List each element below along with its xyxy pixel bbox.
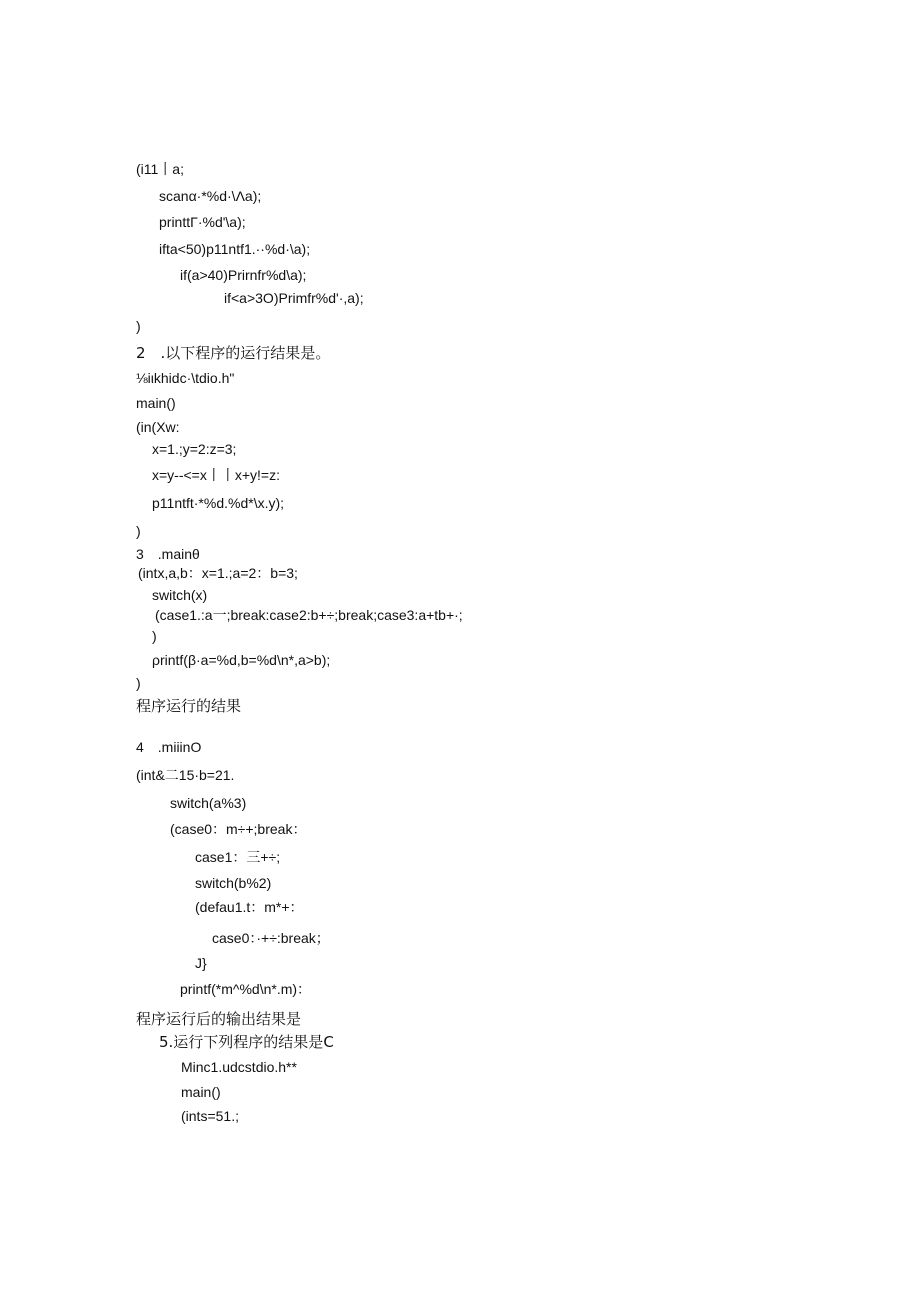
code-line: (case0：m÷+;break： [170, 821, 307, 837]
code-line: case1：三+÷; [195, 849, 281, 865]
code-line: p11ntft·*%d.%d*\x.y); [152, 495, 285, 511]
question-heading: 2 .以下程序的运行结果是。 [136, 344, 331, 362]
code-line: main() [181, 1084, 221, 1100]
code-line: printtΓ·%d'\a); [159, 214, 246, 230]
code-line: x=y--<=x丨丨x+y!=z: [152, 467, 280, 483]
question-heading: 3 .mainθ [136, 546, 200, 562]
code-line: (in(Xw: [136, 419, 180, 435]
code-line: switch(x) [152, 587, 208, 603]
code-line: (defau1.t：m*+： [195, 899, 304, 915]
code-line: (i11丨a; [136, 161, 184, 177]
code-line: if(a>40)Prirnfr%d\a); [180, 267, 307, 283]
code-line: ifta<50)p11ntf1.··%d·\a); [159, 241, 311, 257]
code-line: main() [136, 395, 176, 411]
code-line: ) [136, 318, 141, 334]
code-line: switch(a%3) [170, 795, 247, 811]
code-line: ) [136, 523, 141, 539]
code-line: J} [195, 955, 207, 971]
question-text: 程序运行后的输出结果是 [136, 1010, 302, 1028]
code-line: scanα·*%d·\Λa); [159, 188, 262, 204]
code-line: ⅛iιkhidc·\tdio.h" [136, 370, 235, 386]
code-line: printf(*m^%d\n*.m)： [180, 981, 312, 997]
code-line: case0：·+÷:break； [212, 930, 330, 946]
code-line: if<a>3O)Primfr%d'·,a); [224, 290, 364, 306]
code-line: (ints=51.; [181, 1108, 239, 1124]
code-line: switch(b%2) [195, 875, 272, 891]
code-line: ρrintf(β·a=%d,b=%d\n*,a>b); [152, 652, 331, 668]
question-text: 程序运行的结果 [136, 697, 242, 715]
code-line: x=1.;y=2:z=3; [152, 441, 237, 457]
code-line: ) [152, 628, 157, 644]
question-heading: 5.运行下列程序的结果是C [159, 1033, 334, 1051]
code-line: (case1.:a一;break:case2:b+÷;break;case3:a+tb+·; [155, 607, 463, 623]
code-line: Minc1.udcstdio.h** [181, 1059, 297, 1075]
code-line: (intx,a,b：x=1.;a=2：b=3; [138, 565, 298, 581]
code-line: (int&二15·b=21. [136, 767, 235, 783]
question-heading: 4 .miiinO [136, 739, 202, 755]
code-line: ) [136, 675, 141, 691]
